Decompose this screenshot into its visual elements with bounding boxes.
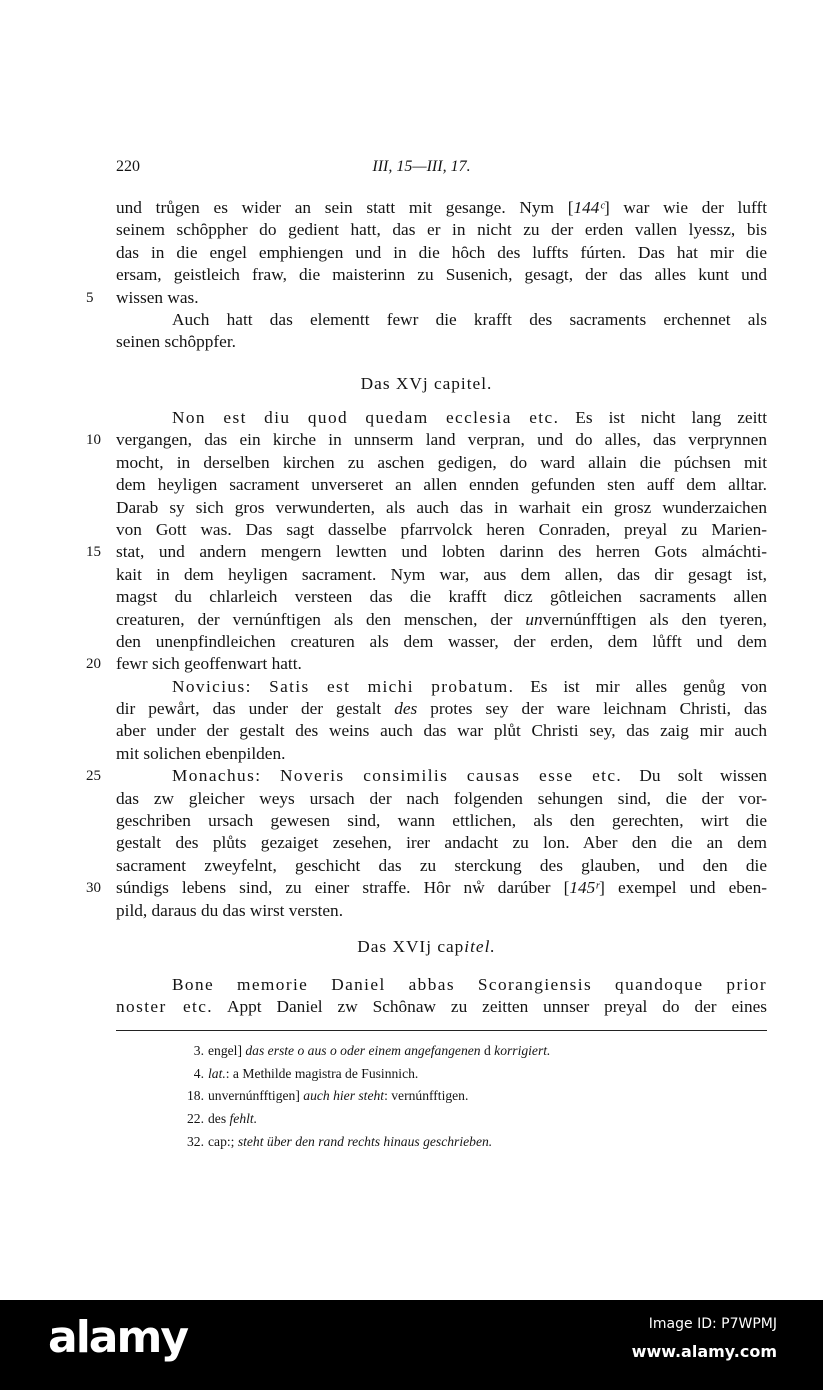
text-segment: súndigs lebens sind, zu einer straffe. Hȏr nẘ darúber [	[116, 878, 570, 898]
footnote	[168, 1063, 550, 1086]
footnote-number: 32.	[187, 1133, 204, 1149]
text-segment: mocht, in derselben kirchen zu aschen gedigen, do ward allain die púchsen mit	[116, 452, 767, 472]
text-line	[116, 519, 767, 541]
text-line	[116, 242, 767, 264]
latin-incipit: noster etc.	[116, 997, 214, 1017]
text-segment: dir pewårt, das under der gestalt	[116, 699, 395, 719]
text-line	[86, 287, 767, 309]
text-segment: Du solt wissen	[622, 766, 768, 786]
text-segment: wissen was.	[116, 287, 199, 307]
text-segment: seinen schȏppfer.	[116, 332, 236, 352]
text-segment: vergangen, das ein kirche in unnserm land verpran, und do alles, das verprynnen	[116, 430, 767, 450]
footnote-number: 18.	[187, 1088, 204, 1104]
text-segment: ] exempel und eben-	[599, 878, 767, 898]
text-segment: sacrament zweyfelnt, geschicht das zu sterckung des glauben, und den die	[116, 855, 767, 875]
text-segment: Es ist mir alles genůg von	[514, 676, 767, 696]
footnotes	[168, 1040, 550, 1154]
text-segment: aber under der gestalt des weins auch das war plůt Christi sey, das zaig mir auch	[116, 721, 767, 741]
text-line	[116, 832, 767, 854]
italic-text: das erste o aus o oder einem angefangenen	[245, 1043, 481, 1058]
text-line	[116, 720, 767, 742]
text-line	[86, 765, 768, 787]
watermark-url: www.alamy.com	[631, 1342, 777, 1361]
text-segment: das zw gleicher weys ursach der nach folgenden sehungen sind, die der vor-	[116, 788, 767, 808]
text-line	[116, 497, 767, 519]
text-segment: stat, und andern mengern lewtten und lobten darinn des herren Gots almáchti-	[116, 542, 767, 562]
footnote	[168, 1108, 550, 1131]
text-line	[116, 309, 767, 331]
text-segment: magst du chlarleich versteen das die krafft dicz gȏtleichen sacraments allen	[116, 587, 767, 607]
text-line	[86, 541, 767, 563]
text-line	[116, 452, 767, 474]
text-segment: vernúnfftigen als den tyeren,	[542, 609, 767, 629]
heading-text: Das XVIj cap	[357, 937, 465, 956]
footnote	[168, 1131, 550, 1154]
text-segment: mit solichen ebenpilden.	[116, 743, 286, 763]
line-number: 5	[86, 289, 94, 306]
italic-text: 144ᶜ	[573, 198, 604, 217]
image-id: Image ID: P7WPMJ	[648, 1316, 777, 1332]
italic-text: auch hier steht	[303, 1088, 385, 1104]
footnote-number: 4.	[193, 1065, 204, 1081]
text-segment: gestalt des plůts gezaiget zesehen, irer andacht zu lon. Aber den die an dem	[116, 833, 767, 853]
alamy-logo: alamy	[48, 1312, 187, 1363]
text-line	[116, 810, 767, 832]
heading-text-italic: itel.	[464, 937, 496, 956]
text-segment: fewr sich geoffenwart hatt.	[116, 654, 302, 674]
latin-incipit: Novicius: Satis est michi probatum.	[172, 676, 515, 696]
italic-text: korrigiert.	[494, 1043, 551, 1058]
text-segment: geschriben ursach gewesen sind, wann ettlichen, als den gerechten, wirt die	[116, 811, 767, 831]
text-segment: engel]	[208, 1043, 246, 1058]
text-segment: : a Methilde magistra de Fusinnich.	[225, 1065, 419, 1081]
text-segment: ] war wie der lufft	[603, 198, 767, 217]
footnote	[168, 1040, 550, 1063]
footnote-number: 22.	[187, 1111, 204, 1127]
page-number: 220	[116, 158, 140, 175]
text-line	[116, 900, 767, 922]
running-title: III, 15—III, 17.	[372, 158, 471, 175]
text-segment: und trůgen es wider an sein statt mit gesange. Nym [	[116, 198, 574, 217]
text-line	[116, 631, 767, 653]
latin-incipit: Monachus: Noveris consimilis causas esse etc.	[172, 766, 623, 786]
text-segment: Es ist nicht lang zeitt	[559, 408, 767, 427]
text-segment: des	[208, 1111, 230, 1127]
text-block-3	[116, 974, 767, 1019]
text-line	[116, 996, 767, 1018]
text-line	[116, 676, 767, 698]
italic-text: fehlt.	[229, 1111, 258, 1127]
line-number: 15	[86, 544, 101, 561]
text-line	[116, 974, 767, 996]
italic-text: 145ʳ	[569, 878, 600, 898]
line-number: 20	[86, 656, 101, 673]
text-segment: den unenpfindleichen creaturen als dem wasser, der erden, dem lůfft und dem	[116, 631, 767, 651]
line-number: 25	[86, 768, 101, 785]
text-segment: unvernúnfftigen]	[208, 1088, 304, 1104]
italic-text: un	[525, 609, 543, 629]
footnote	[168, 1085, 550, 1108]
text-line	[86, 653, 767, 675]
text-line	[116, 743, 767, 765]
text-segment: kait in dem heyligen sacrament. Nym war, aus dem allen, das dir gesagt ist,	[116, 564, 767, 584]
text-line	[116, 788, 767, 810]
text-line	[116, 698, 767, 720]
text-segment: Darab sy sich gros verwunderten, als auch das in warhait ein grosz wunderzaichen	[116, 497, 767, 517]
text-segment: Appt Daniel zw Schȏnaw zu zeitten unnser preyal do der eines	[213, 997, 768, 1017]
text-line	[116, 407, 767, 429]
text-segment: protes sey der ware leichnam Christi, das	[417, 699, 767, 719]
italic-text: lat.	[208, 1065, 226, 1081]
footnote-number: 3.	[193, 1043, 204, 1058]
text-segment: von Gott was. Das sagt dasselbe pfarrvolck heren Conraden, preyal zu Marien-	[116, 519, 767, 539]
line-number: 10	[86, 432, 101, 449]
italic-text: des	[394, 699, 418, 719]
footnote-divider	[116, 1030, 767, 1031]
line-number: 30	[86, 880, 101, 897]
text-segment: : vernúnfftigen.	[384, 1088, 469, 1104]
text-line	[116, 264, 767, 286]
text-segment: creaturen, der vernúnftigen als den menschen, der	[116, 609, 526, 629]
text-block-2	[86, 407, 768, 922]
text-segment: ersam, geistleich fraw, die maisterinn zu Susenich, gesagt, der das alles kunt und	[116, 265, 767, 285]
text-segment: das in die engel emphiengen und in die hȏch des luffts fúrten. Das hat mir die	[116, 242, 767, 262]
text-line	[116, 564, 767, 586]
text-segment: cap:;	[208, 1133, 238, 1149]
text-line	[86, 877, 767, 899]
latin-incipit: Bone memorie Daniel abbas Scorangiensis quandoque prior	[172, 975, 767, 994]
text-line	[116, 219, 767, 241]
text-segment: pild, daraus du das wirst versten.	[116, 900, 344, 920]
text-segment: seinem schȏppher do gedient hatt, das er in nicht zu der erden vallen lyessz, bis	[116, 220, 767, 240]
text-line	[116, 586, 767, 608]
text-line	[86, 429, 767, 451]
watermark-bar	[0, 1300, 823, 1390]
text-segment: d	[480, 1043, 495, 1058]
text-segment: dem heyligen sacrament unverseret an allen ennden gefunden sten auff dem alltar.	[116, 475, 767, 495]
text-line	[116, 609, 767, 631]
chapter-heading-17	[0, 937, 823, 957]
text-line	[116, 855, 767, 877]
chapter-heading-16: Das XVj capitel.	[360, 374, 493, 393]
text-block-1	[86, 197, 767, 354]
text-line	[116, 331, 767, 353]
italic-text: steht über den rand rechts hinaus geschrieben.	[237, 1133, 493, 1149]
latin-incipit: Non est diu quod quedam ecclesia etc.	[172, 408, 560, 427]
text-line	[116, 197, 767, 219]
text-segment: Auch hatt das elementt fewr die krafft des sacraments erchennet als	[172, 309, 767, 329]
text-line	[116, 474, 767, 496]
